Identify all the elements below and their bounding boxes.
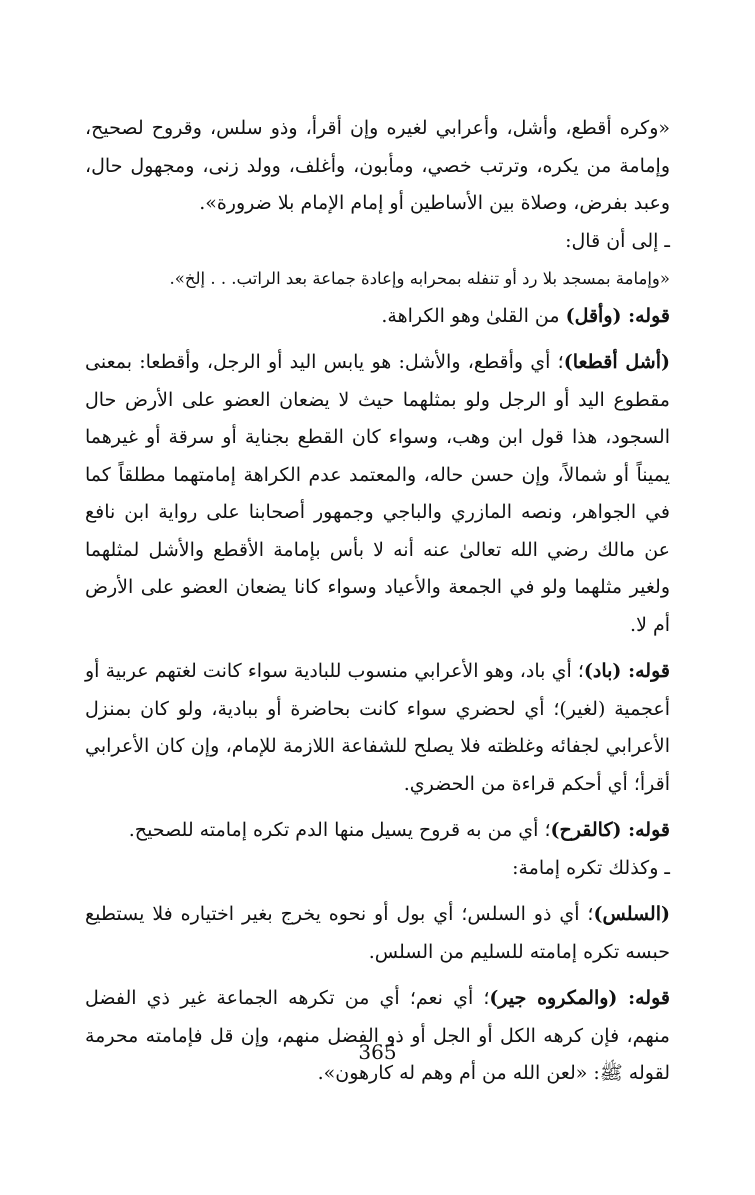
commentary-term: (باد) <box>583 660 622 682</box>
transition-text: ـ إلى أن قال: <box>565 229 670 252</box>
transition-line <box>85 850 670 888</box>
quoted-text-paragraph-small <box>85 260 670 298</box>
commentary-text: من القلىٰ وهو الكراهة. <box>381 304 566 327</box>
quoted-text-paragraph <box>85 110 670 223</box>
commentary-paragraph <box>85 812 670 850</box>
commentary-term: (وأقل) <box>565 304 622 327</box>
commentary-term: (والمكروه جير) <box>489 987 618 1009</box>
commentary-paragraph <box>85 653 670 803</box>
transition-line <box>85 223 670 261</box>
commentary-lead: قوله: <box>621 660 670 682</box>
page-body <box>85 110 670 1093</box>
commentary-text: ؛ أي باد، وهو الأعرابي منسوب للبادية سواء كانت لغتهم عربية أو أعجمية (لغير)؛ أي لحضري سواء كانت بحاضرة أو ببادية، ولو كان بمنزل الأعرابي لجفائه وغلظته فلا يصلح للشفاعة اللازمة للإمام، وإن كان الأعرابي أقرأ؛ أي أحكم قراءة من الحضري. <box>85 660 670 795</box>
commentary-text: ؛ أي ذو السلس؛ أي بول أو نحوه يخرج بغير اختياره فلا يستطيع حبسه تكره إمامته للسليم من السلس. <box>85 903 670 963</box>
commentary-paragraph <box>85 344 670 644</box>
commentary-paragraph <box>85 980 670 1093</box>
commentary-lead: قوله: <box>621 819 670 841</box>
commentary-text: ؛ أي من به قروح يسيل منها الدم تكره إمامته للصحيح. <box>128 819 551 841</box>
quoted-text: «وكره أقطع، وأشل، وأعرابي لغيره وإن أقرأ، وذو سلس، وقروح لصحيح، وإمامة من يكره، وترتب خصي، ومأبون، وأغلف، وولد زنى، ومجهول حال، وعبد بفرض، وصلاة بين الأساطين أو إمام الإمام بلا ضرورة». <box>85 117 670 214</box>
commentary-text: ؛ أي نعم؛ أي من تكرهه الجماعة غير ذي الفضل منهم، فإن كرهه الكل أو الجل أو ذو الفضل منهم، وإن قل فإمامته محرمة لقوله ﷺ: «لعن الله من أم وهم له كارهون». <box>85 987 670 1084</box>
commentary-paragraph <box>85 298 670 336</box>
quoted-text-small: «وإمامة بمسجد بلا رد أو تنفله بمحرابه وإعادة جماعة بعد الراتب. . . إلخ». <box>169 269 670 288</box>
commentary-term: (السلس) <box>593 903 670 925</box>
commentary-lead: قوله: <box>621 304 670 327</box>
page-number: 365 <box>358 1040 397 1064</box>
commentary-term: (كالقرح) <box>550 819 622 841</box>
commentary-term: (أشل أقطعا) <box>563 351 670 373</box>
commentary-lead: قوله: <box>617 987 670 1009</box>
commentary-text: ؛ أي وأقطع، والأشل: هو يابس اليد أو الرجل، وأقطعا: بمعنى مقطوع اليد أو الرجل ولو بمثلهما حيث لا يضعان العضو على الأرض حال السجود، هذا قول ابن وهب، وسواء كان القطع بجناية أو سرقة أو غيرهما يميناً أو شمالاً، وإن حسن حاله، والمعتمد عدم الكراهة إمامتهما مطلقاً كما في الجواهر، ونصه المازري والباجي وجمهور أصحابنا على رواية ابن نافع عن مالك رضي الله تعالىٰ عنه أنه لا بأس بإمامة الأقطع والأشل لمثلهما ولغير مثلهما ولو في الجمعة والأعياد وسواء كانا يضعان العضو على الأرض أم لا. <box>85 351 670 636</box>
commentary-paragraph <box>85 896 670 971</box>
transition-text: ـ وكذلك تكره إمامة: <box>512 856 670 879</box>
